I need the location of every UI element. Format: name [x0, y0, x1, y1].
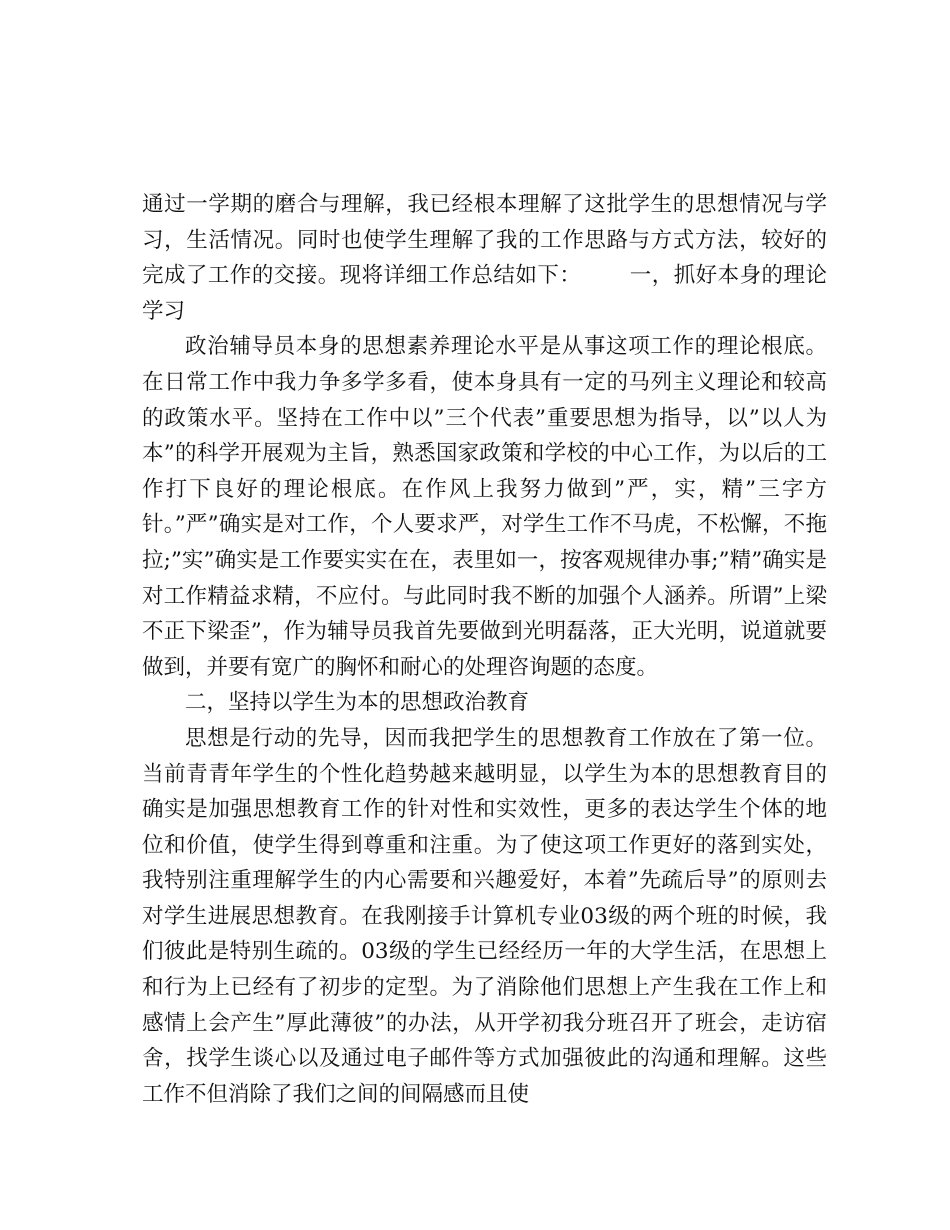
document-body	[142, 187, 827, 1112]
paragraph-intro	[142, 187, 827, 329]
paragraph-thought-education: 思想是行动的先导，因而我把学生的思想教育工作放在了第一位。当前青青年学生的个性化趋势越来越明显，以学生为本的思想教育目的确实是加强思想教育工作的针对性和实效性，更多的表达学生个体的地位和价值，使学生得到尊重和注重。为了使这项工作更好的落到实处，我特别注重理解学生的内心需要和兴趣爱好，本着”先疏后导”的原则去对学生进展思想教育。在我刚接手计算机专业03级的两个班的时候，我们彼此是特别生疏的。03级的学生已经经历一年的大学生活，在思想上和行为上已经有了初步的定型。为了消除他们思想上产生我在工作上和感情上会产生”厚此薄彼”的办法，从开学初我分班召开了班会，走访宿舍，找学生谈心以及通过电子邮件等方式加强彼此的沟通和理解。这些工作不但消除了我们之间的间隔感而且使	[142, 725, 827, 1107]
paragraph-intro-text: 通过一学期的磨合与理解，我已经根本理解了这批学生的思想情况与学习，生活情况。同时也使学生理解了我的工作思路与方式方法，较好的完成了工作的交接。现将详细工作总结如下：	[142, 192, 827, 289]
paragraph-theory-study: 政治辅导员本身的思想素养理论水平是从事这项工作的理论根底。在日常工作中我力争多学多看，使本身具有一定的马列主义理论和较高的政策水平。坚持在工作中以”三个代表”重要思想为指导，以”以人为本”的科学开展观为主旨，熟悉国家政策和学校的中心工作，为以后的工作打下良好的理论根底。在作风上我努力做到”严，实，精”三字方针。”严”确实是对工作，个人要求严，对学生工作不马虎，不松懈，不拖拉;”实”确实是工作要实实在在，表里如一，按客观规律办事;”精”确实是对工作精益求精，不应付。与此同时我不断的加强个人涵养。所谓”上梁不正下梁歪”，作为辅导员我首先要做到光明磊落，正大光明，说道就要做到，并要有宽广的胸怀和耐心的处理咨询题的态度。	[142, 334, 827, 680]
section-heading-one: 一，抓好本身的理论学习	[142, 263, 827, 324]
section-heading-two: 二，坚持以学生为本的思想政治教育	[185, 690, 530, 716]
